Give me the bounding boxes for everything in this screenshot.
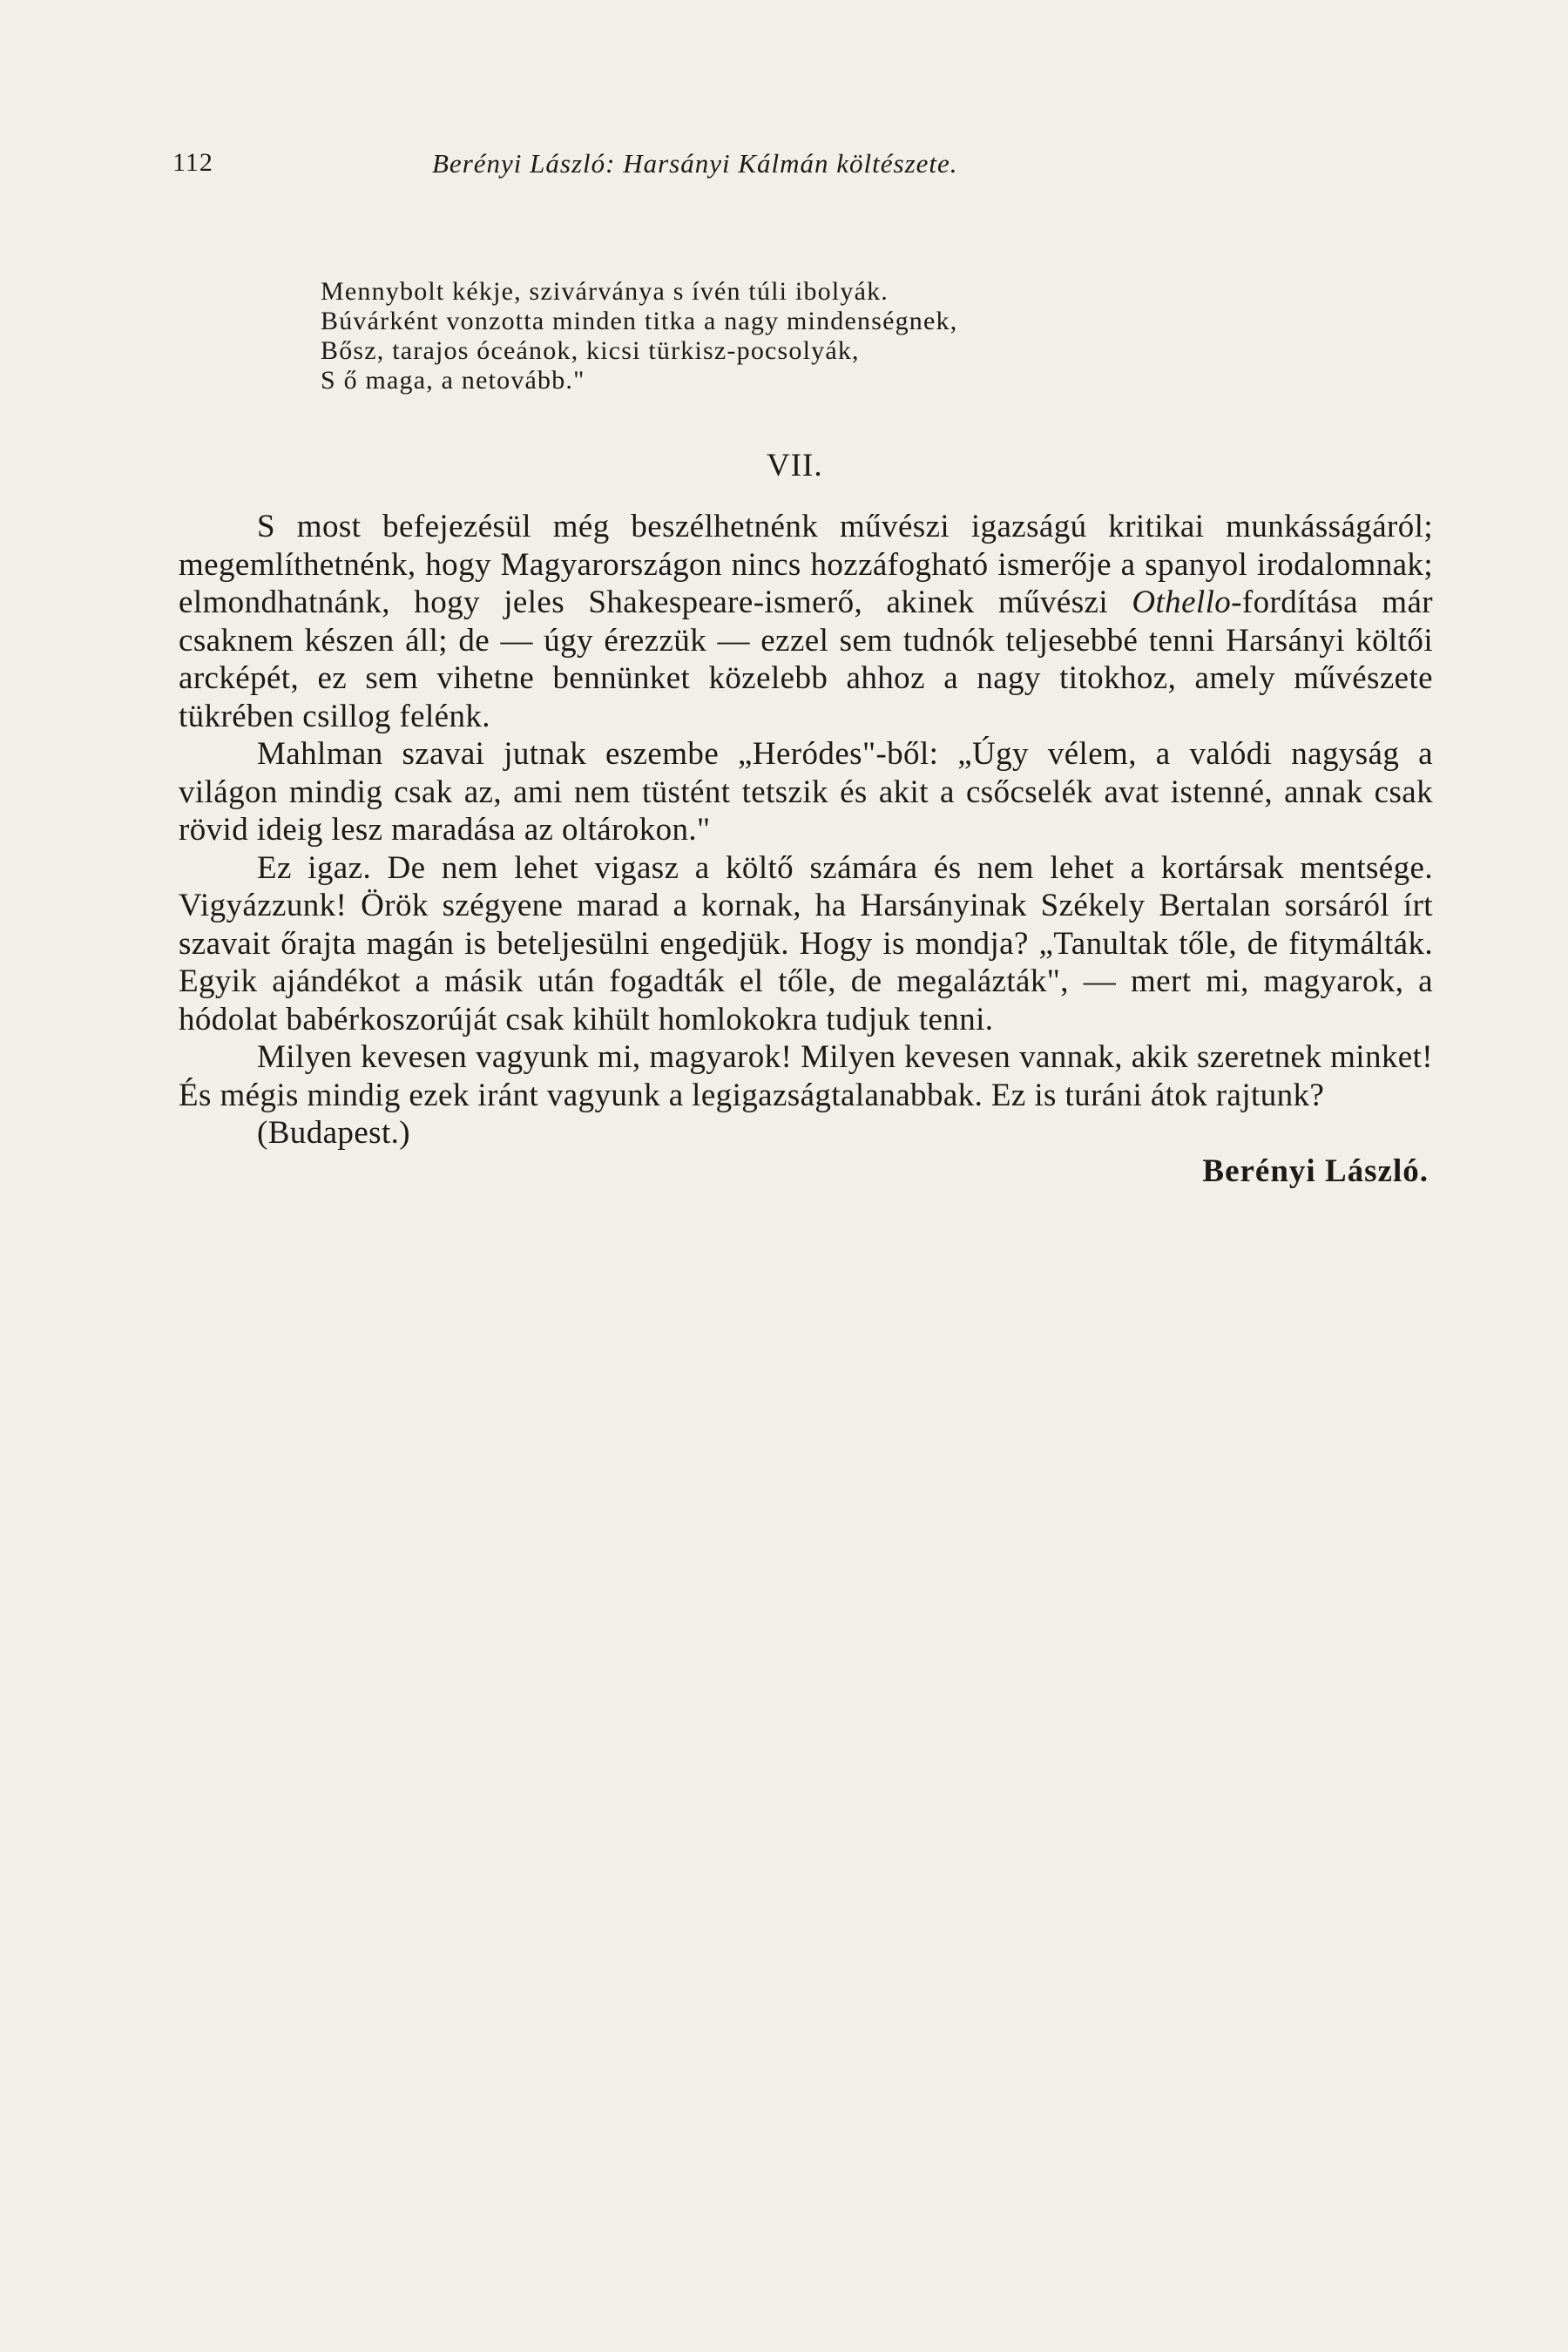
paragraph-4: Milyen kevesen vagyunk mi, magyarok! Milyen kevesen vannak, akik szeretnek minket! És mégis mindig ezek iránt vagyunk a legigazságtalanabbak. Ez is turáni átok rajtunk?	[179, 1039, 1433, 1113]
header-title: Berényi László: Harsányi Kálmán költészete.	[432, 148, 958, 179]
verse-line: S ő maga, a netovább."	[321, 366, 585, 395]
paragraph-1-text-start: S most befejezésül még beszélhetnénk művészi igazságú kritikai munkásságáról; megemlíthetnénk, hogy Magyarországon nincs hozzáfogható ismerője a spanyol irodalomnak; elmondhatnánk, hogy jeles Shakespeare-ismerő, akinek művészi	[179, 509, 1433, 620]
verse-line: Búvárként vonzotta minden titka a nagy mindenségnek,	[321, 307, 958, 335]
verse-line: Mennybolt kékje, szivárványa s ívén túli ibolyák.	[321, 277, 889, 306]
verse-line: Bősz, tarajos óceánok, kicsi türkisz-pocsolyák,	[321, 336, 860, 365]
section-number: VII.	[767, 448, 823, 483]
running-head	[172, 148, 1444, 183]
page-number: 112	[172, 148, 213, 177]
paragraph-1	[179, 508, 1433, 735]
paragraph-1-text-end: -fordítása már csaknem készen áll; de — úgy érezzük — ezzel sem tudnók teljesebbé tenni Harsányi költői arcképét, ez sem vihetne bennünket közelebb ahhoz a nagy titokhoz, amely művészete tükrében csillog felénk.	[179, 585, 1434, 734]
paragraph-2: Mahlman szavai jutnak eszembe „Heródes"-ből: „Úgy vélem, a valódi nagyság a világon mindig csak az, ami nem tüstént tetszik és akit a csőcselék avat istenné, annak csak rövid ideig lesz maradása az oltárokon."	[179, 736, 1433, 848]
verse-quote	[321, 277, 1453, 395]
othello-title: Othello	[1132, 585, 1232, 620]
body-text	[179, 508, 1433, 1190]
place-note: (Budapest.)	[257, 1115, 410, 1151]
author-signature: Berényi László.	[1202, 1152, 1429, 1189]
paragraph-3: Ez igaz. De nem lehet vigasz a költő számára és nem lehet a kortársak mentsége. Vigyázzunk! Örök szégyene marad a kornak, ha Harsányinak Székely Bertalan sorsáról írt szavait őrajta magán is beteljesülni engedjük. Hogy is mondja? „Tanultak tőle, de fitymálták. Egyik ajándékot a másik után fogadták el tőle, de megalázták", — mert mi, magyarok, a hódolat babérkoszorúját csak kihült homlokokra tudjuk tenni.	[179, 849, 1433, 1037]
